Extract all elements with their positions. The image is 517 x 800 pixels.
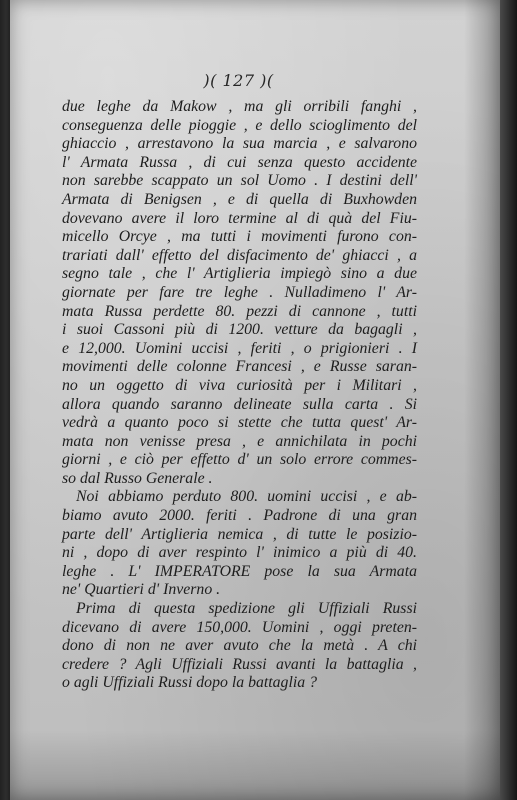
text-line: movimenti delle colonne Francesi , e Russe saran- (62, 358, 417, 376)
text-line: giorni , e ciò per effetto d' un solo errore commes- (62, 451, 417, 469)
text-line: leghe . L' IMPERATORE pose la sua Armata (62, 562, 417, 580)
page-body (62, 98, 417, 693)
text-line: segno tale , che l' Artiglieria impiegò sino a due (62, 265, 417, 283)
text-line: parte dell' Artiglieria nemica , di tutte le posizio- (62, 525, 417, 543)
text-line: l' Armata Russa , di cui senza questo accidente (62, 153, 417, 171)
text-line: Armata di Benigsen , e di quella di Buxhowden (62, 190, 417, 208)
page-number: )( 127 )( (203, 71, 274, 90)
text-line: dono di non ne aver avuto che la metà . A chi (62, 637, 417, 655)
text-line: conseguenza delle pioggie , e dello scioglimento del (62, 116, 417, 134)
page-right-shadow (464, 0, 500, 800)
text-line: ne' Quartieri d' Inverno . (62, 581, 221, 599)
text-line: vedrà a quanto poco si stette che tutta quest' Ar- (62, 414, 417, 432)
text-line: Noi abbiamo perduto 800. uomini uccisi , e ab- (76, 488, 417, 506)
text-line: credere ? Agli Uffiziali Russi avanti la battaglia , (62, 655, 417, 673)
scan-border (500, 0, 517, 800)
text-line: dicevano di avere 150,000. Uomini , oggi preten- (62, 618, 417, 636)
paragraph-3 (62, 600, 417, 693)
text-line: ghiaccio , arrestavono la sua marcia , e salvarono (62, 135, 417, 153)
text-line: dovevano avere il loro termine al di quà del Fiu- (62, 209, 417, 227)
text-line: biamo avuto 2000. feriti . Padrone di una gran (62, 507, 417, 525)
text-line: trariati dall' effetto del disfacimento de' ghiacci , a (62, 246, 417, 264)
book-page (10, 0, 500, 800)
text-line: o agli Uffiziali Russi dopo la battaglia ? (62, 674, 317, 692)
text-line: due leghe da Makow , ma gli orribili fanghi , (62, 98, 417, 115)
text-line: mata Russa perdette 80. pezzi di cannone , tutti (62, 302, 417, 320)
text-line: no un oggetto di viva curiosità per i Militari , (62, 376, 417, 394)
text-line: ni , dopo di aver respinto l' inimico a più di 40. (62, 544, 417, 562)
text-line: giornate per fare tre leghe . Nulladimeno l' Ar- (62, 283, 417, 301)
paragraph-1 (62, 98, 417, 488)
text-line: i suoi Cassoni più di 1200. vetture da bagagli , (62, 321, 417, 339)
page-bottom-shadow (10, 730, 500, 800)
text-line: micello Orcye , ma tutti i movimenti furono con- (62, 228, 417, 246)
paragraph-2 (62, 488, 417, 600)
text-line: mata non venisse presa , e annichilata in pochi (62, 432, 417, 450)
text-line: allora quando saranno delineate sulla carta . Si (62, 395, 417, 413)
text-line: so dal Russo Generale . (62, 469, 213, 487)
text-line: e 12,000. Uomini uccisi , feriti , o prigionieri . I (62, 339, 417, 357)
text-line: non sarebbe scappato un sol Uomo . I destini dell' (62, 172, 417, 190)
text-line: Prima di questa spedizione gli Uffiziali Russi (76, 600, 417, 618)
